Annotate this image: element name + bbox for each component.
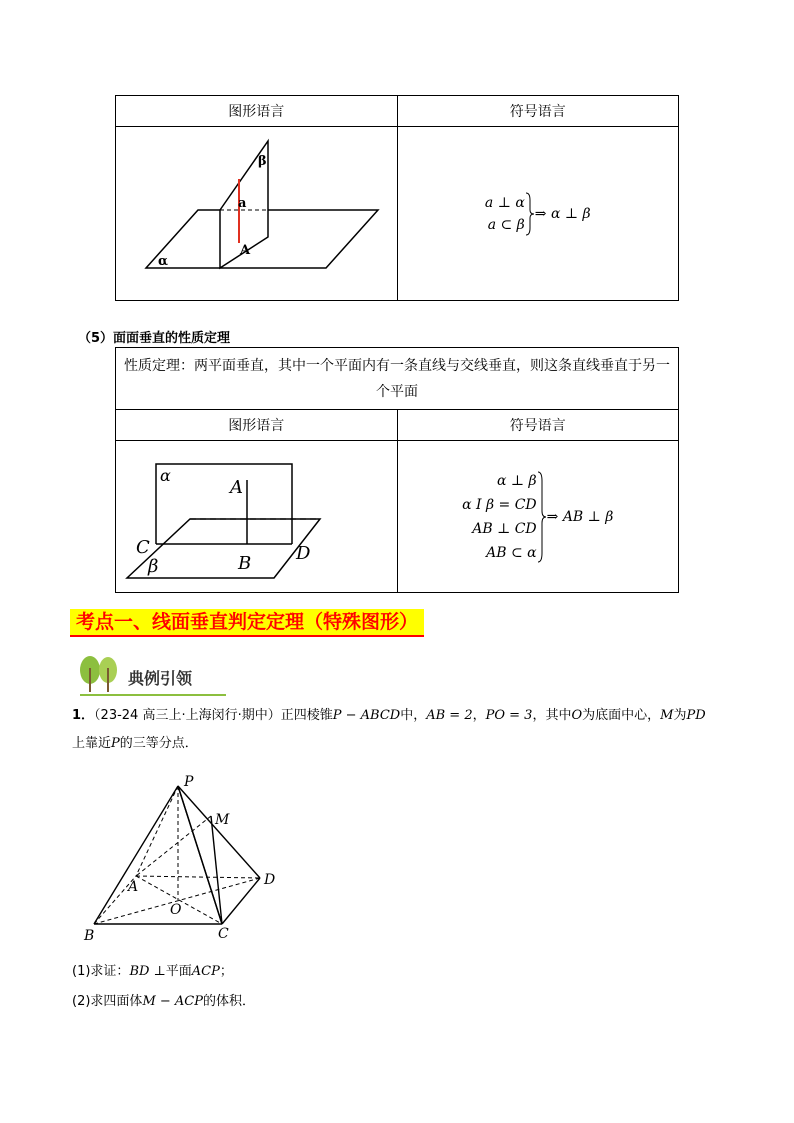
pyramid-label-M: M [215,812,230,828]
problem-text: 的三等分点． [119,736,198,751]
pyramid-label-C: C [218,926,229,942]
section-title: （5）面面垂直的性质定理 [78,331,231,346]
question-number: (2) [72,994,91,1009]
figure1-label-beta: β [258,154,267,169]
problem-expr: PO = 3 [485,708,533,723]
figure2-label-B: B [238,553,252,574]
symbol2-line1: α ⊥ β [497,472,537,489]
figure2-label-C: C [136,537,150,558]
pyramid-label-D: D [264,872,276,888]
figure2-label-alpha: α [160,466,171,485]
problem-text: 为底面中心， [582,708,661,723]
problem-expr: AB = 2 [426,708,473,723]
symbol2-line4: AB ⊂ α [486,544,537,561]
problem-source: （23-24 高三上·上海闵行·期中） [94,708,281,723]
problem-text: ， [472,708,486,723]
pyramid-label-A: A [128,879,139,895]
symbol2-result: ⇒ AB ⊥ β [546,508,614,525]
example-header-text: 典例引领 [128,669,193,688]
pyramid-label-P: P [184,774,194,790]
topic-banner: 考点一、线面垂直判定定理（特殊图形） [70,609,424,637]
figure1-label-a: a [238,196,247,211]
problem-text: ，其中 [532,708,572,723]
symbol1-line2: a ⊂ β [487,216,525,233]
pyramid-label-B: B [84,928,95,942]
table2-theorem-cell [116,348,679,410]
problem-line-2 [72,730,732,758]
problem-expr: P [111,736,120,751]
table2-header-right: 符号语言 [397,410,679,441]
problem-expr: PD [686,708,706,723]
plane-property-figure [116,441,396,592]
right-brace-icon [525,192,535,236]
figure2-label-A: A [230,477,243,498]
symbol2-line2: α I β = CD [462,496,537,513]
table-plane-perpendicular-property [115,347,679,593]
problem-number: 1． [72,708,95,723]
table1-header-left: 图形语言 [116,96,398,127]
question-text: 求四面体 [90,994,143,1009]
tree-icon [76,656,124,696]
question-text: 的体积． [203,994,256,1009]
symbol2-line3: AB ⊥ CD [472,520,537,537]
question-expr: M − ACP [142,994,203,1009]
question-text: ； [219,964,233,979]
table2-figure-cell [116,441,398,593]
table1-figure-cell [116,127,398,301]
question-text: 求证： [90,964,130,979]
sub-question-1 [72,958,233,986]
question-number: (1) [72,964,91,979]
problem-expr: O [571,708,583,723]
symbol1-result: ⇒ α ⊥ β [534,205,591,222]
symbol1-line1: a ⊥ α [484,194,525,211]
question-expr: ACP [191,964,220,979]
table2-header-left: 图形语言 [116,410,398,441]
table1-header-right: 符号语言 [397,96,679,127]
table-plane-perpendicular-determination [115,95,679,301]
question-text: 平面 [165,964,192,979]
figure2-label-D: D [296,543,311,564]
pyramid-figure [72,772,292,942]
figure1-label-A: A [240,243,251,258]
plane-perpendicular-figure [116,127,396,300]
figure1-label-alpha: α [158,254,169,269]
problem-expr: M [660,708,674,723]
problem-line-1 [72,702,732,730]
question-expr: BD ⊥ [129,964,166,979]
table1-symbol-cell [397,127,679,301]
problem-text: 上靠近 [72,736,112,751]
theorem-text: 性质定理：两平面垂直，其中一个平面内有一条直线与交线垂直，则这条直线垂直于另一个平面 [124,357,670,400]
sub-question-2 [72,988,255,1016]
problem-expr: P − ABCD [332,708,401,723]
problem-text: 正四棱锥 [280,708,333,723]
example-header-underline [80,694,226,696]
right-brace-icon [537,471,547,563]
problem-statement [72,702,732,758]
pyramid-label-O: O [170,902,182,918]
table2-symbol-cell [397,441,679,593]
problem-text: 为 [673,708,687,723]
problem-text: 中， [400,708,427,723]
figure2-label-beta: β [148,556,159,577]
example-header [76,656,226,696]
